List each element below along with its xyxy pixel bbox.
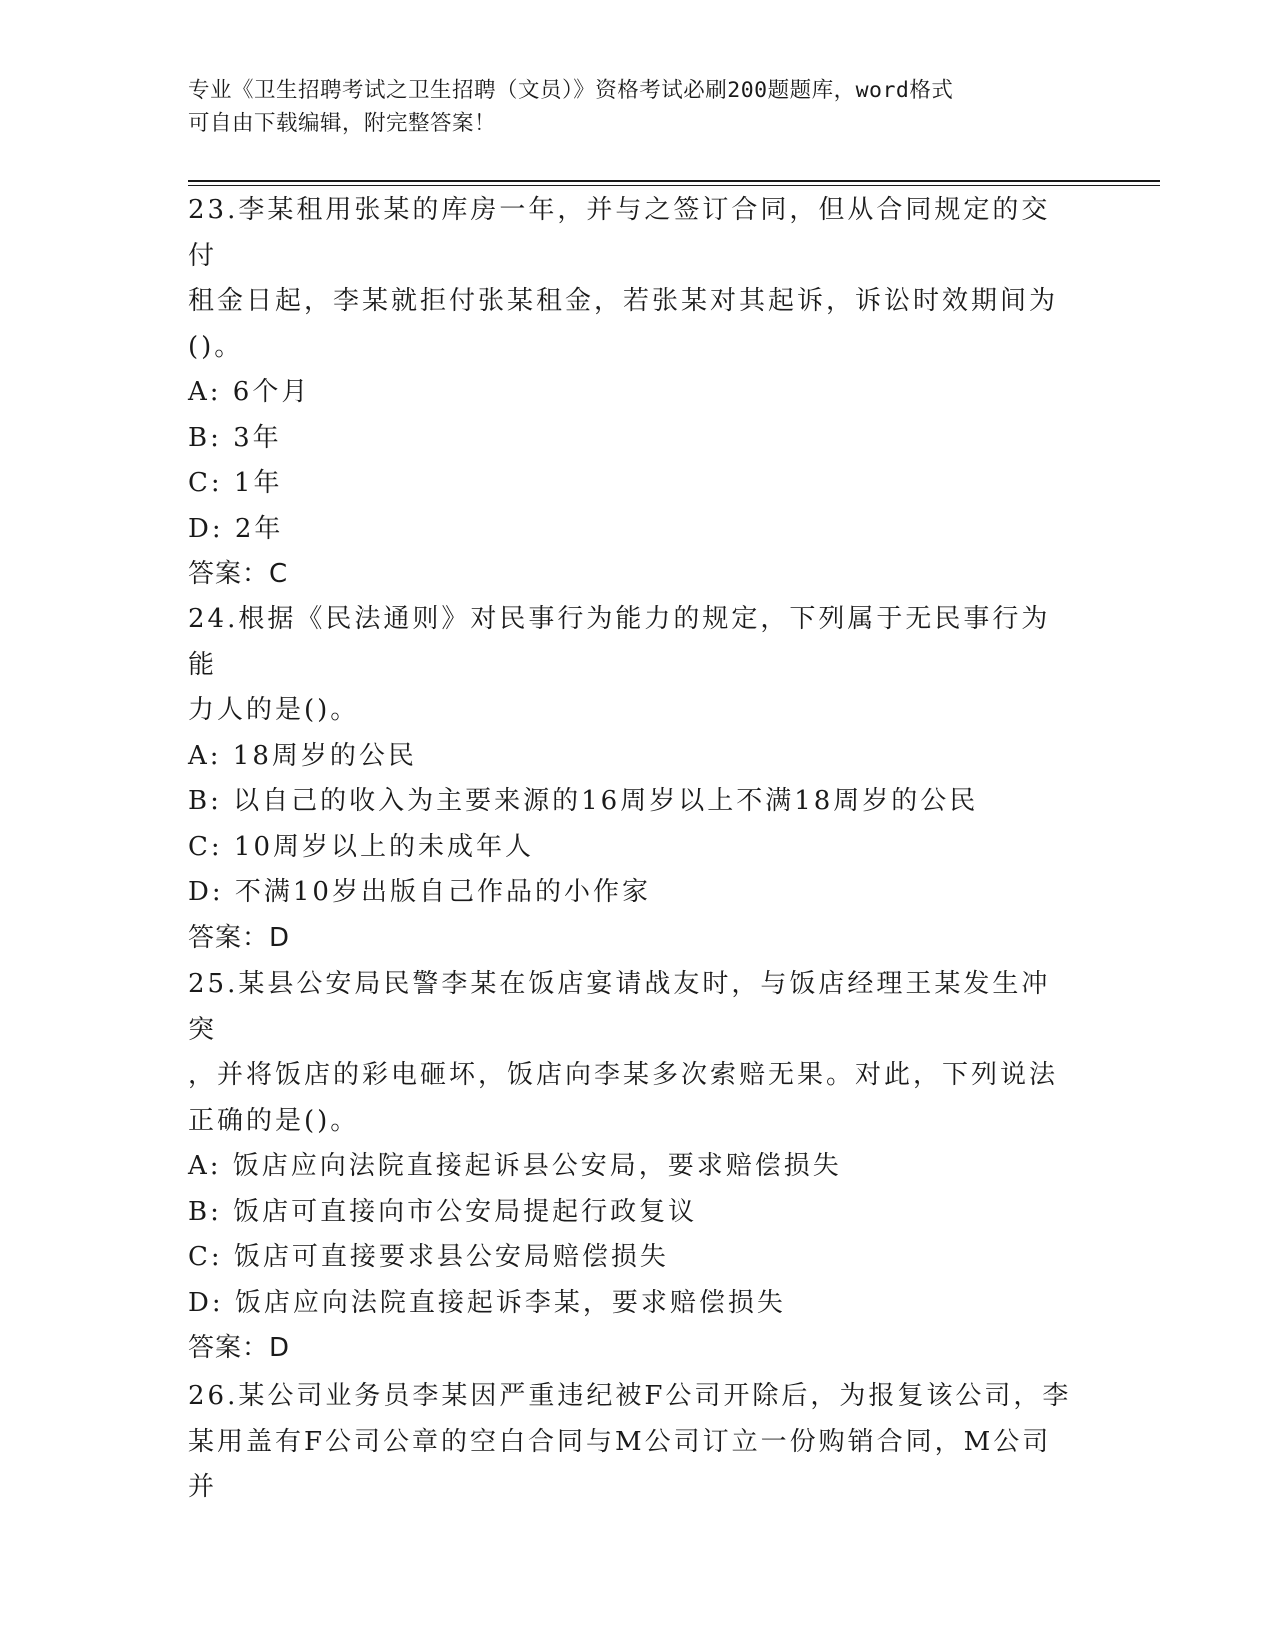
option-d: D: 不满10岁出版自己作品的小作家 (188, 877, 651, 907)
question-stem-line: ()。 (188, 331, 244, 362)
answer: 答案：D (188, 922, 291, 953)
question-23 (188, 188, 1078, 598)
question-stem-line: 力人的是()。 (188, 695, 360, 725)
option-a: A: 18周岁的公民 (188, 740, 417, 771)
header-line-2: 可自由下载编辑，附完整答案！ (188, 111, 497, 136)
question-stem-line: 25.某县公安局民警李某在饭店宴请战友时，与饭店经理王某发生冲突 (188, 969, 1051, 1045)
question-25 (188, 962, 1078, 1372)
option-a: A: 饭店应向法院直接起诉县公安局，要求赔偿损失 (188, 1151, 842, 1181)
question-stem-line: 租金日起，李某就拒付张某租金，若张某对其起诉，诉讼时效期间为 (188, 286, 1059, 316)
header-divider-thick (188, 180, 1160, 182)
answer: 答案：C (188, 559, 289, 589)
option-d: D: 2年 (188, 513, 284, 544)
question-stem-line: ，并将饭店的彩电砸坏，饭店向李某多次索赔无果。对此，下列说法 (188, 1060, 1059, 1090)
option-c: C: 饭店可直接要求县公安局赔偿损失 (188, 1242, 669, 1272)
question-stem-line: 24.根据《民法通则》对民事行为能力的规定，下列属于无民事行为能 (188, 604, 1051, 680)
option-a: A: 6个月 (188, 377, 311, 407)
header-divider-thin (188, 185, 1160, 186)
question-24 (188, 597, 1078, 961)
header-line-1: 专业《卫生招聘考试之卫生招聘（文员）》资格考试必刷200题题库，word格式 (188, 78, 954, 103)
question-26 (188, 1374, 1078, 1511)
question-stem-line: 某用盖有F公司公章的空白合同与M公司订立一份购销合同，M公司并 (188, 1426, 1052, 1502)
option-d: D: 饭店应向法院直接起诉李某，要求赔偿损失 (188, 1287, 786, 1318)
option-c: C: 10周岁以上的未成年人 (188, 831, 535, 862)
answer: 答案：D (188, 1333, 291, 1363)
option-b: B: 饭店可直接向市公安局提起行政复议 (188, 1196, 698, 1227)
option-b: B: 以自己的收入为主要来源的16周岁以上不满18周岁的公民 (188, 786, 979, 816)
question-stem-line: 23.李某租用张某的库房一年，并与之签订合同，但从合同规定的交付 (188, 195, 1051, 271)
option-c: C: 1年 (188, 468, 283, 498)
option-b: B: 3年 (188, 422, 282, 453)
question-stem-line: 26.某公司业务员李某因严重违纪被F公司开除后，为报复该公司，李 (188, 1381, 1072, 1411)
document-header (188, 74, 1068, 140)
question-stem-line: 正确的是()。 (188, 1105, 360, 1136)
